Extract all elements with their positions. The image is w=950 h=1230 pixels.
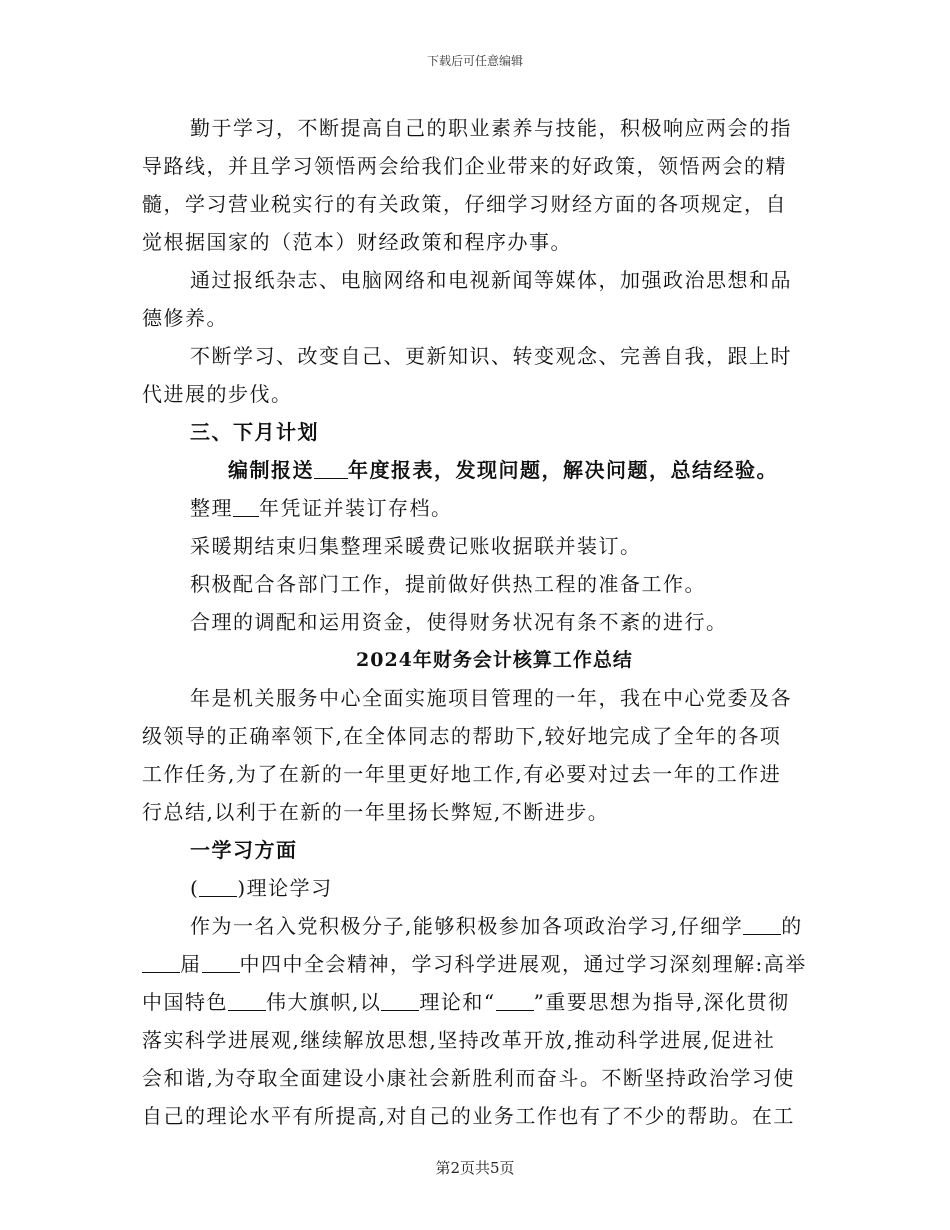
fill-blank [381,992,419,1011]
paragraph-line: 届 中四中全会精神，学习科学进展观，通过学习深刻理解:高举 [142,951,807,977]
paragraph-line: 行总结,以利于在新的一年里扬长弊短,不断进步。 [142,800,610,824]
fill-blank [496,992,534,1011]
paragraph-line: 不断学习、改变自己、更新知识、转变观念、完善自我，跟上时 [190,344,792,368]
subsection-heading: ( )理论学习 [190,876,333,900]
fill-blank [142,954,180,973]
plan-item-5: 合理的调配和运用资金，使得财务状况有条不紊的进行。 [190,610,728,634]
paragraph-line: 中国特色 伟大旗帜,以 理论和“ ”重要思想为指导,深化贯彻 [142,990,790,1014]
paragraph-line: 代进展的步伐。 [142,382,293,406]
plan-item-4: 积极配合各部门工作，提前做好供热工程的准备工作。 [190,572,706,596]
paragraph-line: 工作任务,为了在新的一年里更好地工作,有必要对过去一年的工作进 [142,762,782,786]
plan-item-1: 编制报送 年度报表，发现问题，解决问题，总结经验。 [228,458,778,482]
plan-item-2: 整理 年凭证并装订存档。 [190,496,453,520]
paragraph-line: 髓，学习营业税实行的有关政策，仔细学习财经方面的各项规定，自 [142,192,787,216]
page-footer-number: 第2页共5页 [435,1159,515,1177]
fill-blank [202,954,240,973]
fill-blank [314,460,348,479]
paragraph-line: 导路线，并且学习领悟两会给我们企业带来的好政策，领悟两会的精 [142,154,787,178]
section-heading: 一学习方面 [190,838,298,862]
fill-blank [743,916,781,935]
paragraph-line: 觉根据国家的（范本）财经政策和程序办事。 [142,230,572,254]
fill-blank [228,992,266,1011]
paragraph-line: 德修养。 [142,306,228,330]
plan-item-3: 采暖期结束归集整理采暖费记账收据联并装订。 [190,534,642,558]
paragraph-line: 通过报纸杂志、电脑网络和电视新闻等媒体，加强政治思想和品 [190,268,792,292]
document-title: 2024年财务会计核算工作总结 [356,649,633,671]
fill-blank [233,498,259,517]
paragraph-line: 会和谐,为夺取全面建设小康社会新胜利而奋斗。不断坚持政治学习使 [142,1066,795,1090]
paragraph-line: 年是机关服务中心全面实施项目管理的一年，我在中心党委及各 [190,686,792,710]
paragraph-line: 勤于学习，不断提高自己的职业素养与技能，积极响应两会的指 [190,116,792,140]
fill-blank [199,878,237,897]
paragraph-line: 自己的理论水平有所提高,对自己的业务工作也有了不少的帮助。在工 [142,1104,795,1128]
paragraph-line: 作为一名入党积极分子,能够积极参加各项政治学习,仔细学 的 [190,914,803,938]
paragraph-line: 落实科学进展观,继续解放思想,坚持改革开放,推动科学进展,促进社 [142,1028,776,1052]
section-heading: 三、下月计划 [190,420,319,444]
page-header-note: 下载后可任意编辑 [426,54,523,68]
paragraph-line: 级领导的正确率领下,在全体同志的帮助下,较好地完成了全年的各项 [142,724,782,748]
